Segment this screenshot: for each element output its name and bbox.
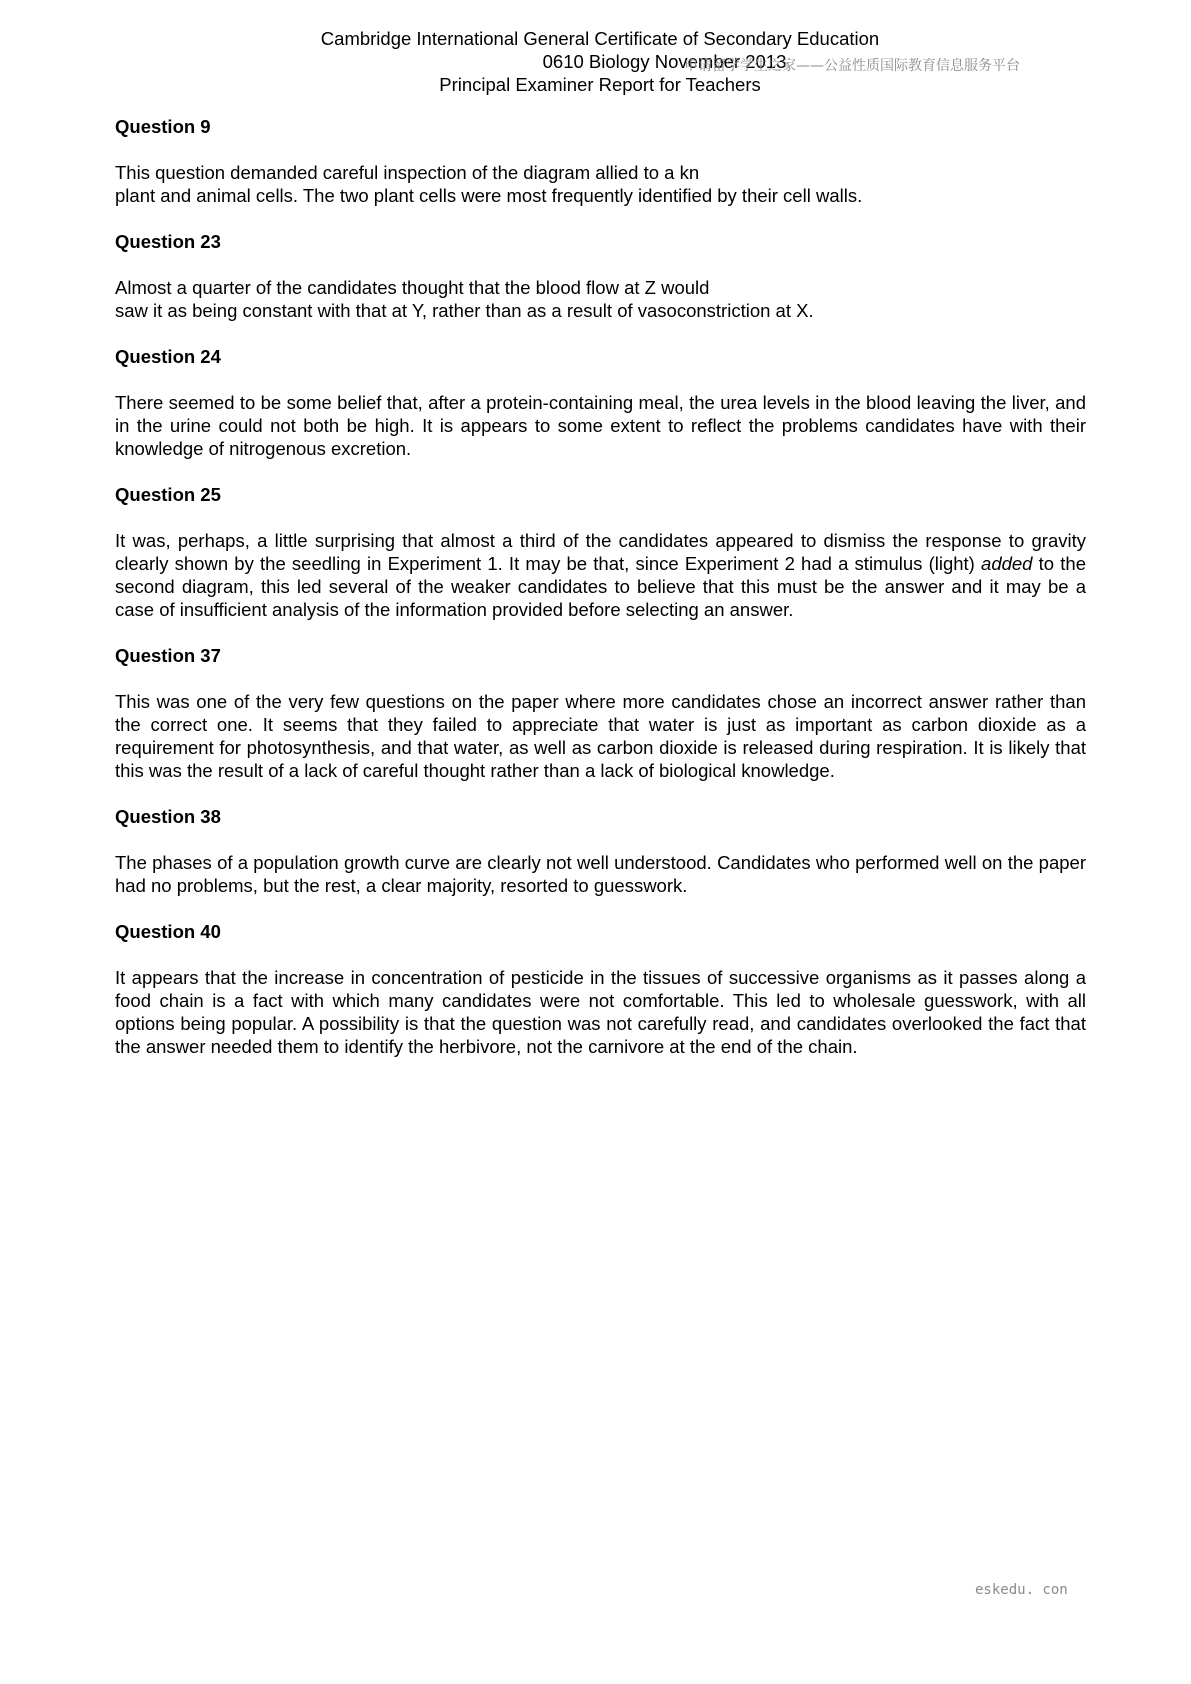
question-24-section	[115, 345, 1086, 460]
footer-site-text: eskedu. con	[975, 1582, 1068, 1598]
question-38-title: Question 38	[115, 806, 221, 827]
watermark-text: 申请留学学生之家——公益性质国际教育信息服务平台	[684, 58, 1020, 74]
report-body	[115, 115, 1086, 1081]
question-24-text: There seemed to be some belief that, after a protein-containing meal, the urea levels in the blood leaving the liver, and in the urine could not both be high. It is appears to some extent to reflect the problems candidates have with their knowledge of nitrogenous excretion.	[115, 392, 1086, 459]
question-9-line-1: This question demanded careful inspection of the diagram allied to a kn	[115, 162, 700, 183]
question-37-title: Question 37	[115, 645, 221, 666]
question-9-section	[115, 115, 1086, 207]
question-23-text	[115, 276, 1086, 322]
question-25-text	[115, 529, 1086, 621]
question-25-text-emphasis: added	[981, 553, 1033, 574]
question-37-section	[115, 644, 1086, 782]
question-23-title: Question 23	[115, 231, 221, 252]
question-9-text	[115, 161, 1086, 207]
question-40-title: Question 40	[115, 921, 221, 942]
question-23-section	[115, 230, 1086, 322]
question-25-title: Question 25	[115, 484, 221, 505]
question-25-section	[115, 483, 1086, 621]
header-report-type: Principal Examiner Report for Teachers	[439, 74, 761, 95]
question-25-text-before: It was, perhaps, a little surprising that almost a third of the candidates appeared to dismiss the response to gravity clearly shown by the seedling in Experiment 1. It may be that, since Experiment 2 had a stimulus (light)	[115, 530, 1086, 574]
question-40-text: It appears that the increase in concentration of pesticide in the tissues of successive organisms as it passes along a food chain is a fact with which many candidates were not comfortable. This led to wholesale guesswork, with all options being popular. A possibility is that the question was not carefully read, and candidates overlooked the fact that the answer needed them to identify the herbivore, not the carnivore at the end of the chain.	[115, 967, 1086, 1057]
question-37-text: This was one of the very few questions on the paper where more candidates chose an incorrect answer rather than the correct one. It seems that they failed to appreciate that water is just as important as carbon dioxide as a requirement for photosynthesis, and that water, as well as carbon dioxide is released during respiration. It is likely that this was the result of a lack of careful thought rather than a lack of biological knowledge.	[115, 691, 1086, 781]
question-23-line-2: saw it as being constant with that at Y, rather than as a result of vasoconstriction at X.	[115, 300, 814, 321]
question-38-section	[115, 805, 1086, 897]
header-title: Cambridge International General Certificate of Secondary Education	[320, 28, 880, 49]
question-9-title: Question 9	[115, 116, 211, 137]
question-23-line-1: Almost a quarter of the candidates thought that the blood flow at Z would	[115, 277, 710, 298]
header-subject: 0610 Biology November 2013	[542, 51, 787, 72]
question-25-text-after: to the second diagram, this led several of the weaker candidates to believe that this must be the answer and it may be a case of insufficient analysis of the information provided before selecting an answer.	[115, 553, 1086, 620]
question-24-title: Question 24	[115, 346, 221, 367]
question-38-text: The phases of a population growth curve are clearly not well understood. Candidates who performed well on the paper had no problems, but the rest, a clear majority, resorted to guesswork.	[115, 852, 1086, 896]
question-40-section	[115, 920, 1086, 1058]
question-9-line-2: plant and animal cells. The two plant cells were most frequently identified by their cell walls.	[115, 185, 863, 206]
